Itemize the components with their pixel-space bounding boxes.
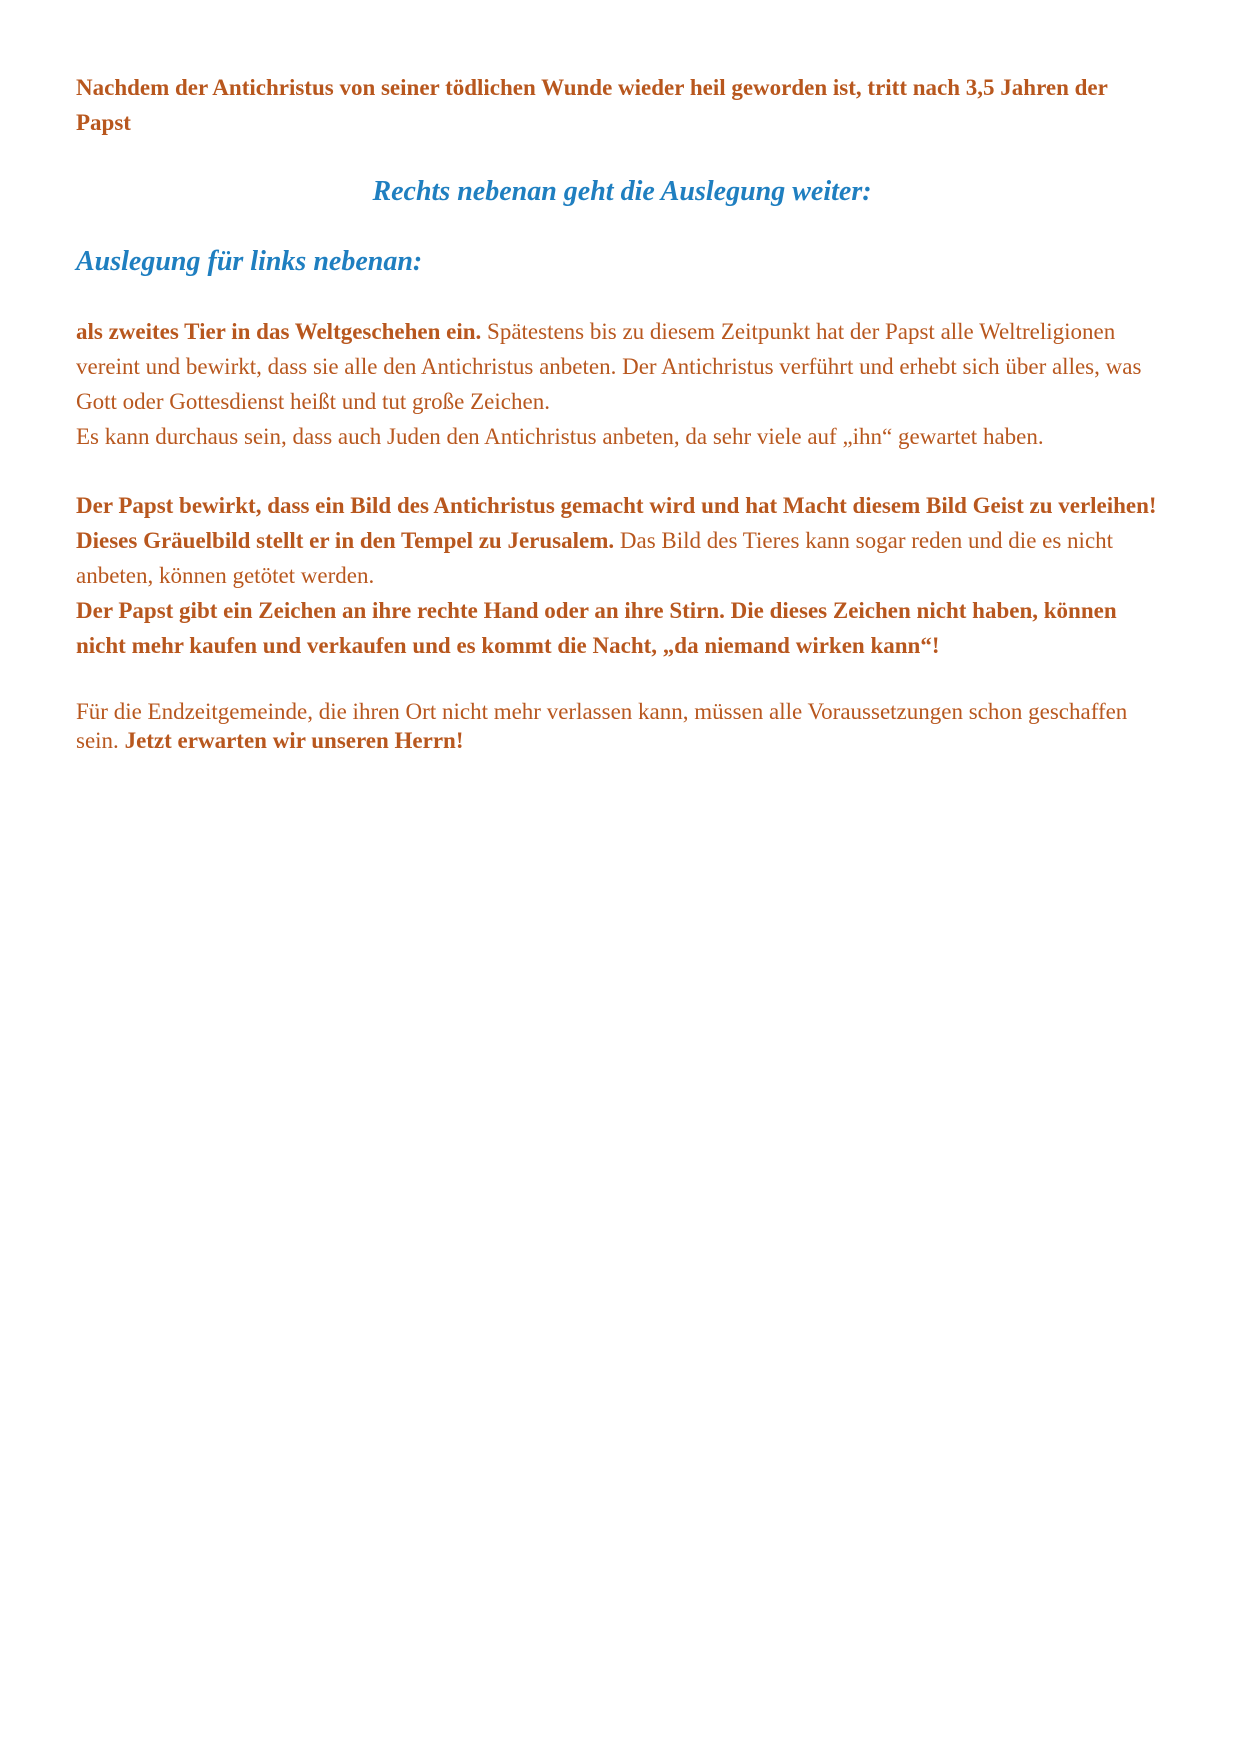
- intro-paragraph: Nachdem der Antichristus von seiner tödlichen Wunde wieder heil geworden ist, tritt nach 3,5 Jahren der Papst: [76, 75, 1108, 135]
- paragraph-1-text: Spätestens bis zu diesem Zeitpunkt hat der Papst alle Weltreligionen vereint und bewirkt, dass sie alle den Antichristus anbeten. Der Antichristus verführt und erhebt sich über alles, was Gott oder Gottesdienst heißt und tut große Zeichen.: [76, 319, 1142, 414]
- paragraph-2-bold-line: Der Papst gibt ein Zeichen an ihre rechte Hand oder an ihre Stirn. Die dieses Zeichen nicht haben, können nicht mehr kaufen und verkaufen und es kommt die Nacht, „da niemand wirken kann“!: [76, 598, 1117, 658]
- heading-right: Rechts nebenan geht die Auslegung weiter:: [372, 176, 872, 207]
- paragraph-2-bold: Der Papst bewirkt, dass ein Bild des Antichristus gemacht wird und hat Macht diesem Bild Geist zu verleihen! Dieses Gräuelbild stellt er in den Tempel zu Jerusalem.: [76, 493, 1157, 553]
- spacer: [76, 454, 1168, 488]
- paragraph-3-text: Für die Endzeitgemeinde, die ihren Ort nicht mehr verlassen kann, müssen alle Voraussetzungen schon geschaffen sein.: [76, 699, 1128, 753]
- document-page: [76, 70, 1168, 755]
- paragraph-1: [76, 314, 1168, 419]
- paragraph-2: [76, 488, 1168, 593]
- paragraph-3-bold: Jetzt erwarten wir unseren Herrn!: [124, 728, 464, 753]
- paragraph-3: [76, 697, 1168, 755]
- spacer: [76, 663, 1168, 697]
- paragraph-1-bold: als zweites Tier in das Weltgeschehen ein.: [76, 319, 482, 344]
- paragraph-2-text: Das Bild des Tieres kann sogar reden und die es nicht anbeten, können getötet werden.: [76, 528, 1114, 588]
- paragraph-1-line2: Es kann durchaus sein, dass auch Juden den Antichristus anbeten, da sehr viele auf „ihn“ gewartet haben.: [76, 424, 1044, 449]
- heading-left: Auslegung für links nebenan:: [76, 246, 423, 277]
